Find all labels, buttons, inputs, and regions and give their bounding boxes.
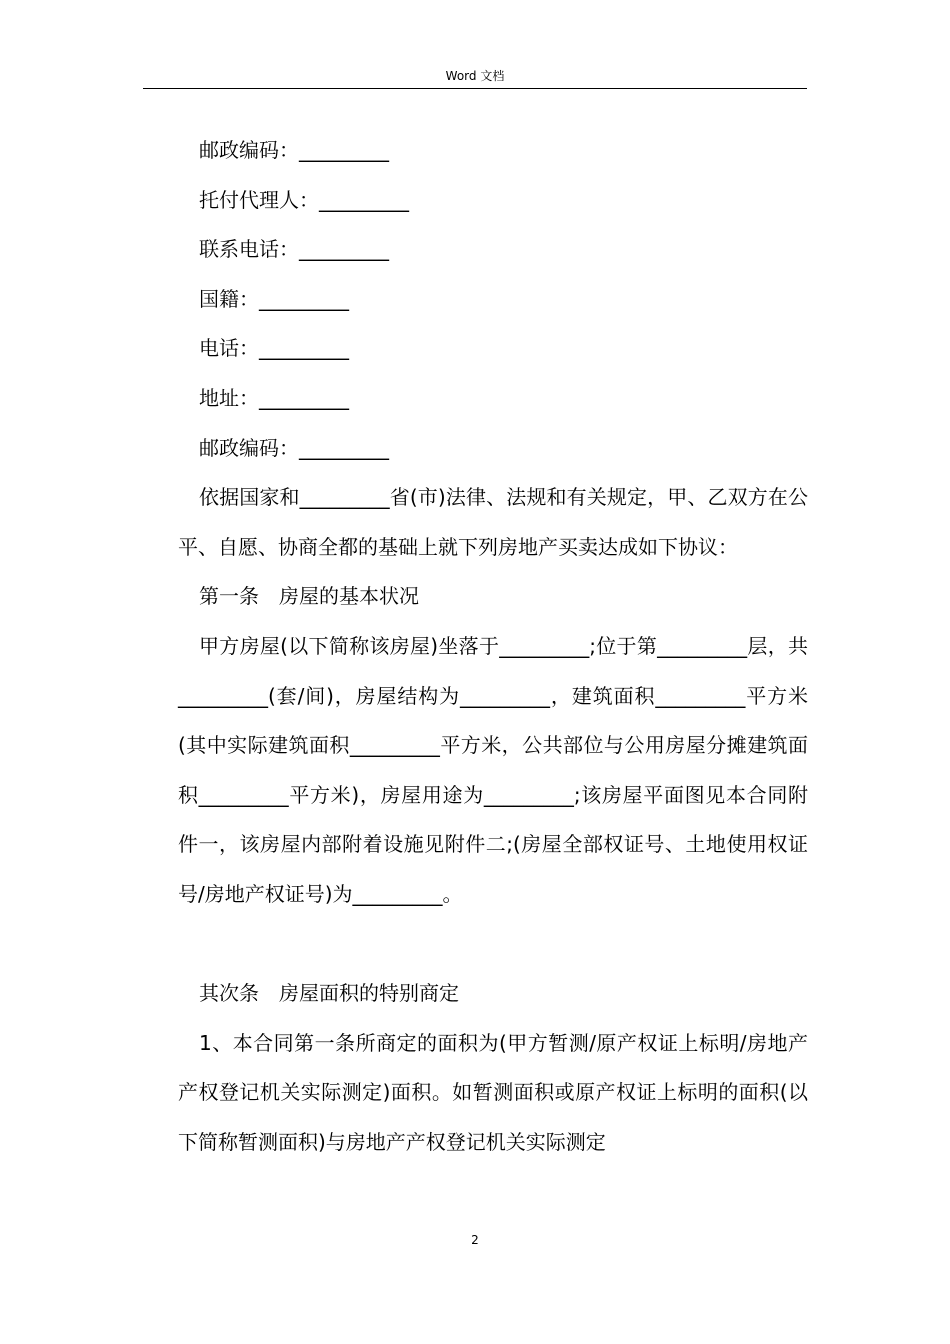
article1-body: 甲方房屋(以下简称该房屋)坐落于_________;位于第_________层，共_________(套/间)，房屋结构为_________，建筑面积_________平方米(其中实际建筑面积_________平方米，公共部位与公用房屋分摊建筑面积_________平方米)，房屋用途为_________;该房屋平面图见本合同附件一，该房屋内部附着设施见附件二;(房屋全部权证号、土地使用权证号/房地产权证号)为_________。 [178, 633, 808, 906]
page-header [143, 66, 807, 89]
field-agent: 托付代理人：_________ [199, 187, 409, 212]
field-nationality: 国籍：_________ [199, 286, 349, 311]
document-body [178, 126, 808, 1167]
field-contact-phone: 联系电话：_________ [199, 237, 389, 262]
article2-item1: 1、本合同第一条所商定的面积为(甲方暂测/原产权证上标明/房地产产权登记机关实际测定)面积。如暂测面积或原产权证上标明的面积(以下简称暂测面积)与房地产产权登记机关实际测定 [178, 1030, 808, 1154]
field-address: 地址：_________ [199, 385, 349, 410]
article1-title: 第一条 房屋的基本状况 [199, 584, 419, 609]
page-number: 2 [471, 1233, 479, 1247]
article2-title: 其次条 房屋面积的特别商定 [199, 981, 459, 1006]
intro-paragraph: 依据国家和_________省(市)法律、法规和有关规定，甲、乙双方在公平、自愿、协商全都的基础上就下列房地产买卖达成如下协议： [178, 485, 808, 559]
field-postal-code: 邮政编码：_________ [199, 138, 389, 162]
header-title: Word 文档 [445, 69, 505, 83]
field-phone: 电话：_________ [199, 336, 349, 361]
field-postal-code-2: 邮政编码：_________ [199, 435, 389, 460]
paragraph-spacer [178, 920, 808, 970]
